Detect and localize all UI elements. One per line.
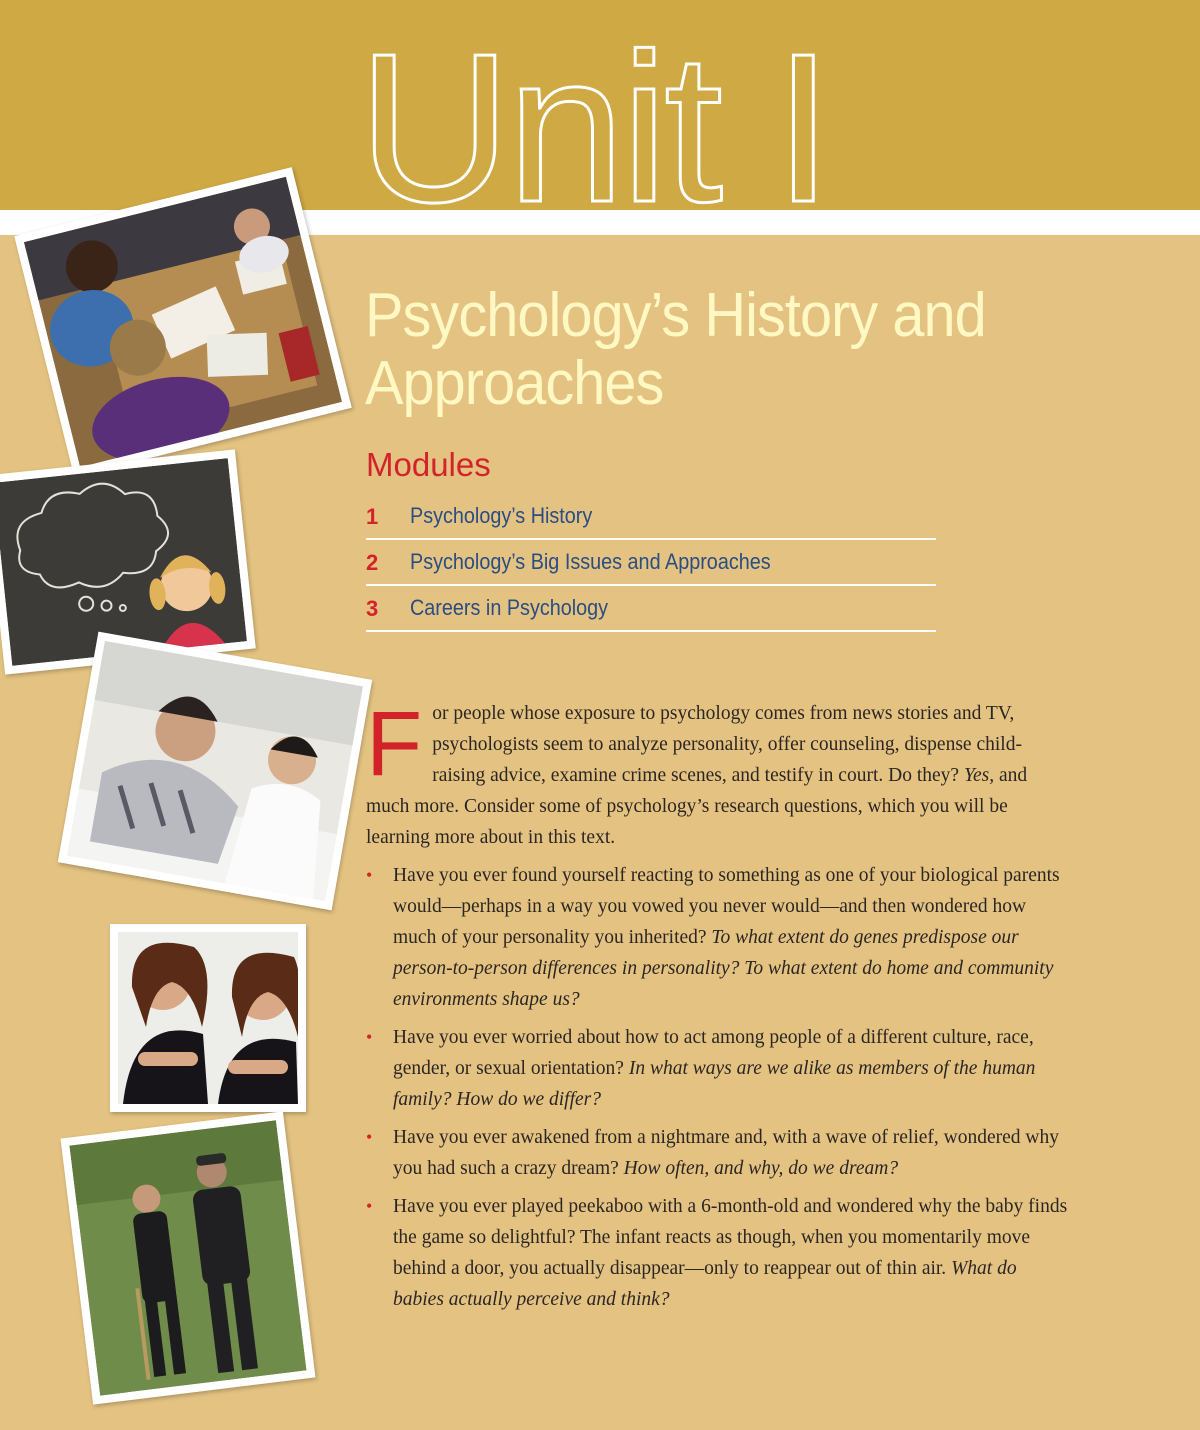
drop-cap: F xyxy=(366,693,423,795)
bullet-icon: • xyxy=(366,1027,373,1047)
modules-list xyxy=(366,494,936,632)
intro-text-start: or people whose exposure to psychology comes from news stories and TV, psychologists seem to analyze personality, offer counseling, dispense child-raising advice, examine crime scenes, and testify in court. Do they? xyxy=(432,703,1022,786)
module-item[interactable] xyxy=(366,494,936,540)
list-item xyxy=(366,1191,1072,1315)
unit-title: Unit I xyxy=(358,28,829,212)
module-item[interactable] xyxy=(366,540,936,586)
question-text: Have you ever worried about how to act among people of a different culture, race, gender, or sexual orientation? xyxy=(393,1027,1034,1079)
bullet-icon: • xyxy=(366,865,373,885)
modules-heading: Modules xyxy=(366,446,491,483)
module-item[interactable] xyxy=(366,586,936,632)
question-italic: What do babies actually perceive and think? xyxy=(393,1258,1017,1310)
question-italic: How often, and why, do we dream? xyxy=(623,1158,899,1179)
question-text: Have you ever found yourself reacting to something as one of your biological parents would—perhaps in a way you vowed you never would—and then wondered how much of your personality you inherited? xyxy=(393,865,1060,948)
list-item xyxy=(366,1122,1072,1184)
bullet-icon: • xyxy=(366,1196,373,1216)
bullet-icon: • xyxy=(366,1127,373,1147)
intro-paragraph xyxy=(366,693,1072,853)
list-item xyxy=(366,860,1072,1015)
photo-patient-nurse xyxy=(58,632,372,911)
module-title[interactable]: Careers in Psychology xyxy=(410,595,609,620)
research-questions-list xyxy=(366,860,1072,1322)
intro-emphasis: Yes, xyxy=(963,765,995,786)
unit-subtitle: Psychology’s History and Approaches xyxy=(365,281,986,418)
question-text: Have you ever awakened from a nightmare and, with a wave of relief, wondered why you had such a crazy dream? xyxy=(393,1127,1059,1179)
intro-text-end: and much more. Consider some of psychology’s research questions, which you will be learning more about in this text. xyxy=(366,765,1028,848)
question-text: Have you ever played peekaboo with a 6-month-old and wondered why the baby finds the game so delightful? The infant reacts as though, when you momentarily move behind a door, you actually disappear—only to reappear out of thin air. xyxy=(393,1196,1068,1279)
list-item xyxy=(366,1022,1072,1115)
module-title[interactable]: Psychology’s History xyxy=(410,503,593,528)
question-italic: To what extent do genes predispose our person-to-person differences in personality? To what extent do home and community environments shape us? xyxy=(393,927,1054,1010)
question-italic: In what ways are we alike as members of the human family? How do we differ? xyxy=(393,1058,1036,1110)
module-number: 3 xyxy=(366,596,379,621)
module-title[interactable]: Psychology’s Big Issues and Approaches xyxy=(410,549,771,574)
module-number: 2 xyxy=(366,550,379,575)
module-number: 1 xyxy=(366,504,379,529)
photo-coach-player xyxy=(61,1111,316,1404)
photo-twin-girls xyxy=(110,924,306,1112)
